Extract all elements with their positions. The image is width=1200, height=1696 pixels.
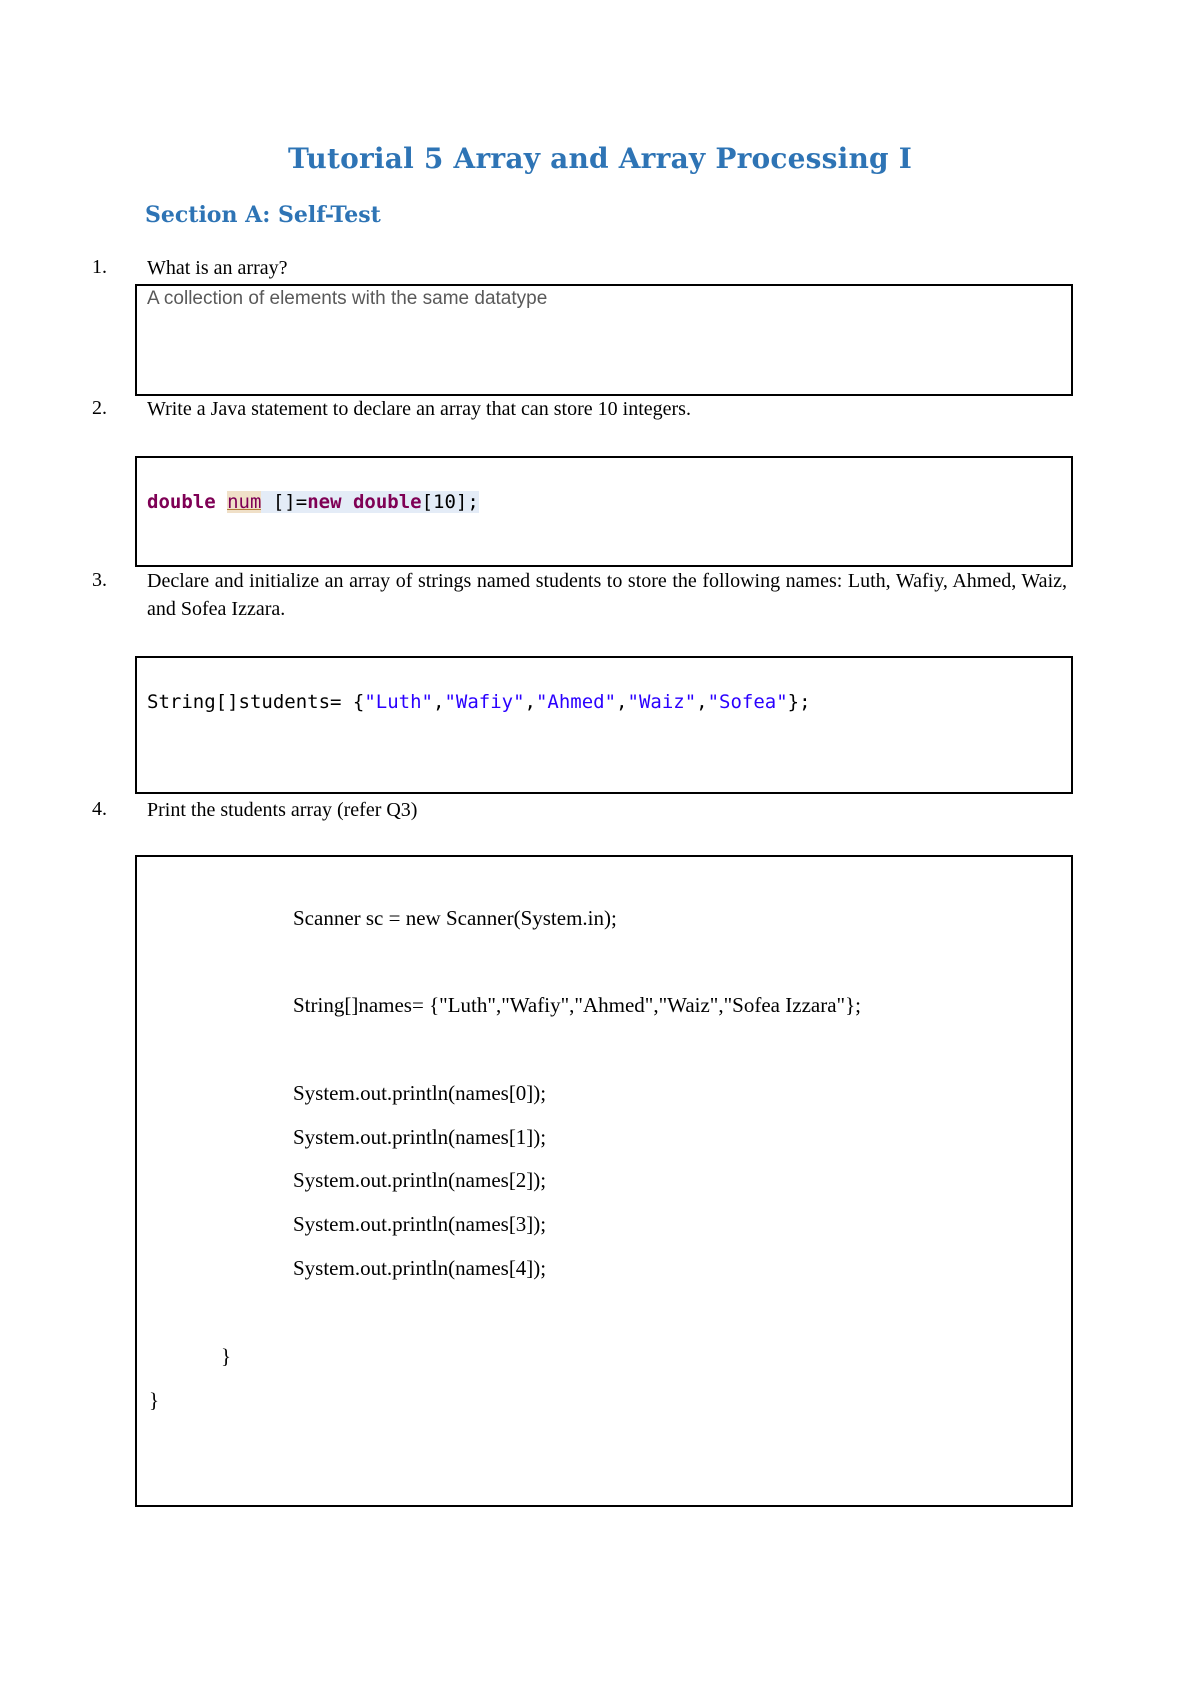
answer-2-code (147, 491, 479, 513)
answer-3-code: String[]students= {"Luth","Wafiy","Ahmed","Waiz","Sofea"}; (147, 691, 811, 713)
question-3-text: Declare and initialize an array of strings named students to store the following names: Luth, Wafiy, Ahmed, Waiz, and Sofea Izzara. (147, 570, 1067, 620)
answer-1-text: A collection of elements with the same datatype (147, 288, 548, 309)
closing-brace: } (149, 1388, 160, 1412)
question-2-number: 2. (92, 397, 107, 419)
code-string: "Luth" (364, 691, 433, 713)
code-text: []= (261, 491, 308, 513)
code-keyword: new (307, 491, 342, 513)
code-text: [10]; (421, 491, 479, 513)
question-1-text: What is an array? (147, 257, 288, 279)
code-line: System.out.println(names[0]); (293, 1081, 547, 1105)
section-heading: Section A: Self-Test (145, 202, 381, 228)
code-string: "Sofea" (707, 691, 788, 713)
code-variable: num (227, 491, 262, 513)
code-line: System.out.println(names[1]); (293, 1125, 547, 1149)
code-keyword: double (147, 491, 216, 513)
code-line: Scanner sc = new Scanner(System.in); (293, 906, 617, 930)
question-1-number: 1. (92, 256, 107, 278)
code-line: System.out.println(names[4]); (293, 1256, 547, 1280)
code-line: System.out.println(names[2]); (293, 1168, 547, 1192)
code-text: String[]students= { (147, 691, 365, 713)
answer-box-2[interactable] (135, 456, 1073, 567)
code-string: "Waiz" (627, 691, 697, 713)
answer-box-1[interactable] (135, 284, 1073, 396)
page-title: Tutorial 5 Array and Array Processing I (287, 142, 913, 175)
question-4-text: Print the students array (refer Q3) (147, 799, 418, 821)
code-keyword: double (352, 491, 422, 513)
code-line: String[]names= {"Luth","Wafiy","Ahmed","Waiz","Sofea Izzara"}; (293, 993, 862, 1017)
question-2-text: Write a Java statement to declare an array that can store 10 integers. (147, 398, 691, 420)
code-string: "Wafiy" (444, 691, 525, 713)
code-string: "Ahmed" (535, 691, 617, 713)
question-3-number: 3. (92, 569, 107, 591)
answer-box-4[interactable] (135, 855, 1073, 1507)
question-4-number: 4. (92, 798, 107, 820)
code-line: System.out.println(names[3]); (293, 1212, 547, 1236)
code-text: }; (787, 691, 811, 713)
closing-brace: } (221, 1344, 232, 1368)
answer-box-3[interactable] (135, 656, 1073, 794)
